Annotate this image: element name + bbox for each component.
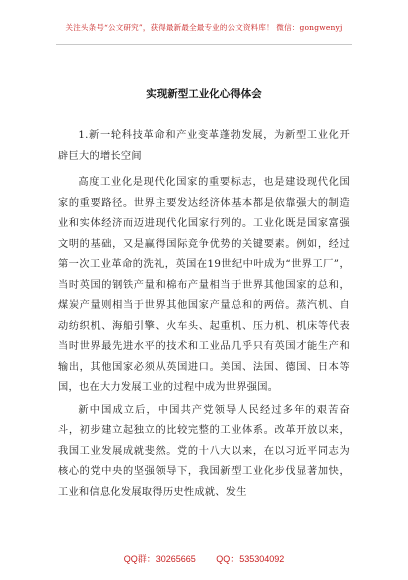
- header-divider: [56, 44, 352, 45]
- footer-contact: [0, 552, 408, 565]
- footer-qq: QQ：535304092: [216, 554, 285, 564]
- document-title: 实现新型工业化心得体会: [146, 88, 262, 100]
- body-paragraph: 新中国成立后，中国共产党领导人民经过多年的艰苦奋斗，初步建立起独立的比较完整的工业体系。改革开放以来，我国工业发展成就斐然。党的十八大以来，在以习近平同志为核心的党中央的坚强领导下，我国新型工业化步伐显著加快，工业和信息化发展取得历史性成就、发生: [58, 404, 350, 498]
- section-heading: 1.新一轮科技革命和产业变革蓬勃发展，为新型工业化开辟巨大的增长空间: [58, 130, 350, 162]
- document-body: [58, 126, 350, 505]
- body-paragraph: 高度工业化是现代化国家的重要标志，也是建设现代化国家的重要路径。世界主要发达经济体基本都是依靠强大的制造业和实体经济而迈进现代化国家行列的。工业化既是国家富强文明的基础，又是赢得国际竞争优势的关键要素。例如，经过第一次工业革命的洗礼，英国在19世纪中叶成为“世界工厂”，当时英国的钢铁产量和棉布产量相当于世界其他国家的总和，煤炭产量则相当于世界其他国家产量总和的两倍。蒸汽机、自动纺织机、海船引擎、火车头、起重机、压力机、机床等代表当时世界最先进水平的技术和工业品几乎只有英国才能生产和输出，其他国家必须从英国进口。美国、法国、德国、日本等国，也在大力发展工业的过程中成为世界强国。: [58, 177, 350, 393]
- header-banner: 关注头条号“公文研究”，获得最新最全最专业的公文资料库！ 微信：gongwenyj: [65, 23, 343, 32]
- footer-qq-group: QQ群：30265665: [123, 554, 196, 564]
